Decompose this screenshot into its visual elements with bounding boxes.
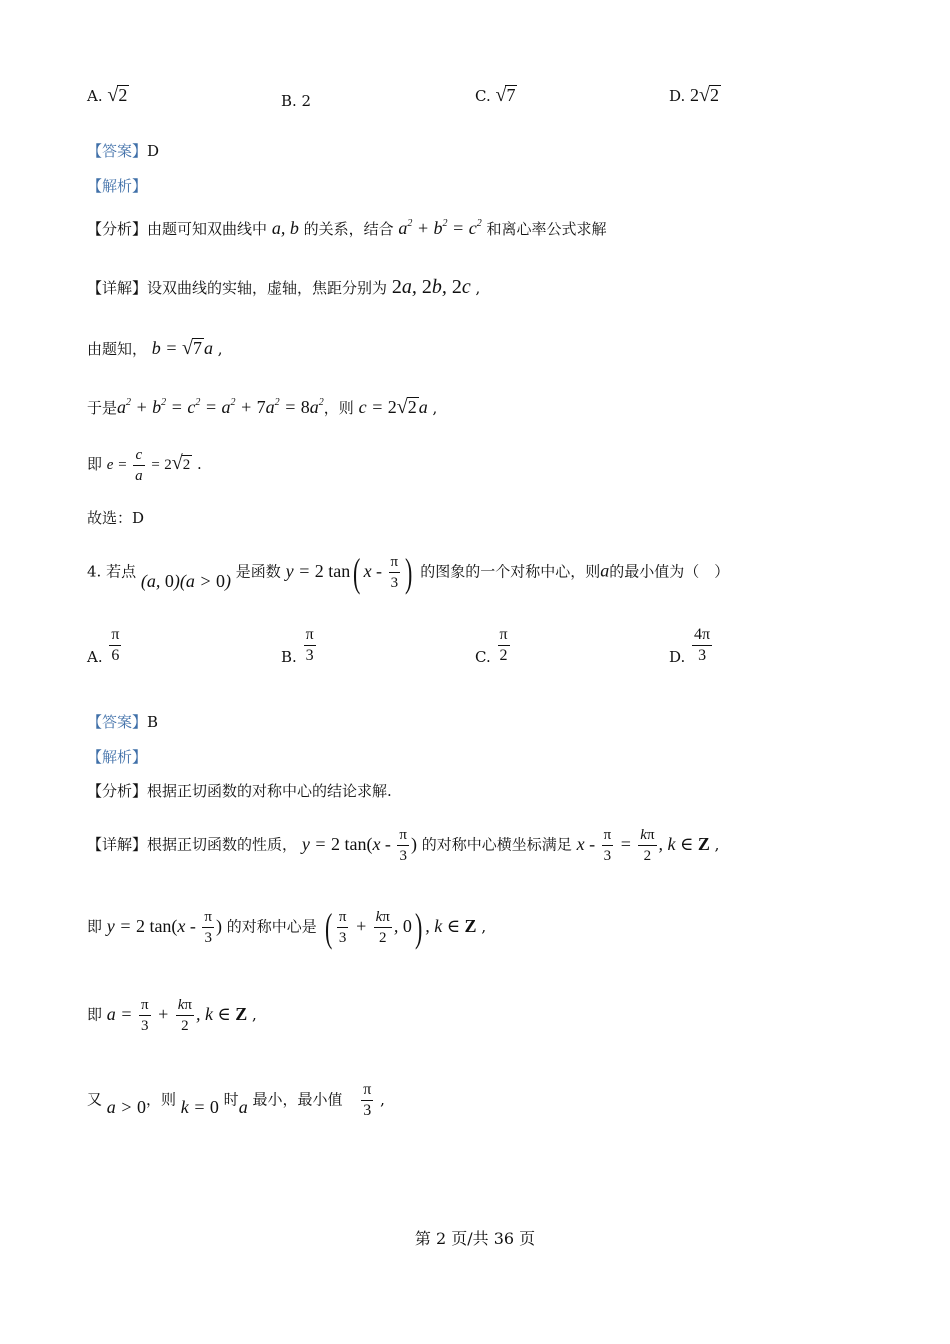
answer-value: D	[147, 142, 160, 160]
stem-text: 是函数	[235, 562, 281, 581]
q3-conclusion: 故选：D	[87, 509, 145, 527]
sqrt2: √2	[107, 84, 128, 106]
math-c-value: c = 2√2 a	[358, 396, 428, 418]
xiangjie-text: 设双曲线的实轴，虚轴，焦距分别为	[147, 279, 388, 297]
line-text: 即	[87, 917, 103, 936]
fenxi-tag: 【分析】	[87, 220, 148, 238]
math-function-3: y = 2 tan(x - $\frac{\pi}{3}$ )	[106, 909, 222, 946]
stem-text: 的最小值为（ ）	[609, 562, 730, 581]
q3-line-so: 于是$a^2 + b^2 = c^2 = a^2 + 7a^2 = 8a^2$，则 c = 2√2 a ,	[87, 396, 438, 418]
option-label: C.	[475, 647, 491, 666]
math-a-pos: a > 0	[106, 1096, 146, 1117]
fenxi-text: 的关系，结合	[303, 220, 394, 238]
math-a-2: a	[238, 1096, 248, 1117]
fenxi-text: 和离心率公式求解	[486, 220, 607, 238]
q3-xiangjie: 【详解】设双曲线的实轴，虚轴，焦距分别为 2a, 2b, 2c ,	[87, 276, 481, 298]
fenxi-text: 由题可知双曲线中	[147, 220, 268, 238]
q4-xiangjie: 【详解】根据正切函数的性质， y = 2 tan(x - $\frac{\pi}{3}$ ) 的对称中心横坐标满足 x - $\frac{\pi}{3}$ = $\frac{k\pi}{2}$ , k ∈ Z ,	[87, 827, 720, 864]
q3-analysis-tag: 【解析】	[87, 177, 148, 195]
line-text: 最小，最小值	[252, 1090, 343, 1109]
answer-tag: 【答案】	[87, 142, 148, 160]
math-function: y = 2 tan( x - $\frac{\pi}{3}$ )	[285, 549, 413, 595]
q4-fenxi	[87, 780, 392, 801]
math-k-zero: k = 0	[180, 1096, 219, 1117]
option-label: A.	[87, 87, 103, 105]
sqrt7: √7	[495, 84, 516, 106]
q4-line-a: 即 a = $\frac{\pi}{3}$ + $\frac{k\pi}{2}$ , k ∈ Z ,	[87, 997, 257, 1034]
xiangjie-tag: 【详解】	[87, 835, 148, 854]
frac-pi-2: $\frac{\pi}{2}$	[499, 626, 508, 664]
math-abc: $a^2 + b^2 = c^2$	[398, 218, 482, 238]
math-e-eq: e = $\frac{c}{a}$ = 2√2	[106, 447, 191, 484]
option-label: C.	[475, 87, 491, 105]
q3-option-c	[475, 84, 517, 107]
math-expansion: $a^2 + b^2 = c^2 = a^2 + 7a^2 = 8a^2$	[117, 397, 324, 417]
math-2a2b2c: 2a, 2b, 2c	[391, 276, 471, 298]
answer-tag: 【答案】	[87, 713, 148, 731]
q4-option-d	[669, 625, 714, 666]
q3-line-given: 由题知， b = √7 a ,	[87, 337, 223, 359]
answer-value: B	[147, 713, 159, 731]
q4-answer	[87, 711, 158, 732]
math-function-2: y = 2 tan(x - $\frac{\pi}{3}$ )	[301, 827, 417, 864]
option-label: D.	[669, 87, 686, 105]
option-label: B.	[281, 647, 297, 666]
two-sqrt2: 2√2	[690, 84, 720, 106]
fenxi-text: 根据正切函数的对称中心的结论求解.	[147, 782, 392, 800]
math-point: (a, 0)(a > 0)	[140, 570, 232, 591]
frac-pi-3: $\frac{\pi}{3}$	[305, 626, 314, 664]
line-text: 即	[87, 454, 103, 473]
q4-line-center: 即 y = 2 tan(x - $\frac{\pi}{3}$ ) 的对称中心是 ( $\frac{\pi}{3}$ + $\frac{k\pi}{2}$ , 0) , k ∈ Z ,	[87, 904, 487, 950]
math-a: a	[600, 560, 610, 581]
q4-option-b	[281, 625, 318, 666]
q3-answer	[87, 140, 159, 161]
q4-line-min: 又 a > 0，则 k = 0 时a 最小，最小值 $\frac{\pi}{3}$ ,	[87, 1081, 385, 1119]
math-center: ( $\frac{\pi}{3}$ + $\frac{k\pi}{2}$ , 0) , k ∈ Z	[324, 904, 477, 950]
q4-option-a	[87, 625, 123, 666]
q4-option-c	[475, 625, 512, 666]
math-ab: a, b	[271, 218, 299, 238]
line-text: 时	[223, 1090, 239, 1109]
option-label: A.	[87, 647, 103, 666]
math-b-sqrt7a: b = √7 a	[151, 337, 213, 359]
stem-text: 4. 若点	[87, 562, 137, 581]
line-text: 由题知，	[87, 340, 148, 358]
line-text: 即	[87, 1005, 103, 1024]
q3-line-e: 即 e = $\frac{c}{a}$ = 2√2 .	[87, 447, 202, 484]
xiangjie-tag: 【详解】	[87, 279, 148, 297]
frac-pi-6: $\frac{\pi}{6}$	[111, 626, 120, 664]
math-condition: x - $\frac{\pi}{3}$ = $\frac{k\pi}{2}$ , k ∈ Z	[576, 827, 710, 864]
line-text: 又	[87, 1090, 103, 1109]
math-a-eq: a = $\frac{\pi}{3}$ + $\frac{k\pi}{2}$ , k ∈ Z	[106, 997, 248, 1034]
line-text: ，则	[145, 1090, 176, 1109]
stem-text: 的图象的一个对称中心，则	[420, 562, 601, 581]
page-footer: 第 2 页/共 36 页	[414, 1229, 536, 1248]
q3-option-b: B. 2	[281, 92, 312, 110]
line-text: ，则	[323, 399, 354, 417]
q3-option-a	[87, 84, 129, 107]
q3-option-d	[669, 84, 721, 107]
xiangjie-text: 的对称中心横坐标满足	[421, 835, 572, 854]
q3-fenxi	[87, 218, 606, 239]
option-label: D.	[669, 647, 686, 666]
xiangjie-text: 根据正切函数的性质，	[147, 835, 298, 854]
line-text: 的对称中心是	[226, 917, 317, 936]
q4-stem	[87, 549, 730, 595]
line-text: 于是	[87, 399, 118, 417]
fenxi-tag: 【分析】	[87, 782, 148, 800]
frac-pi-3-result: $\frac{\pi}{3}$	[363, 1081, 372, 1119]
q4-analysis-tag: 【解析】	[87, 748, 148, 766]
frac-4pi-3: $\frac{4\pi}{3}$	[694, 626, 711, 664]
